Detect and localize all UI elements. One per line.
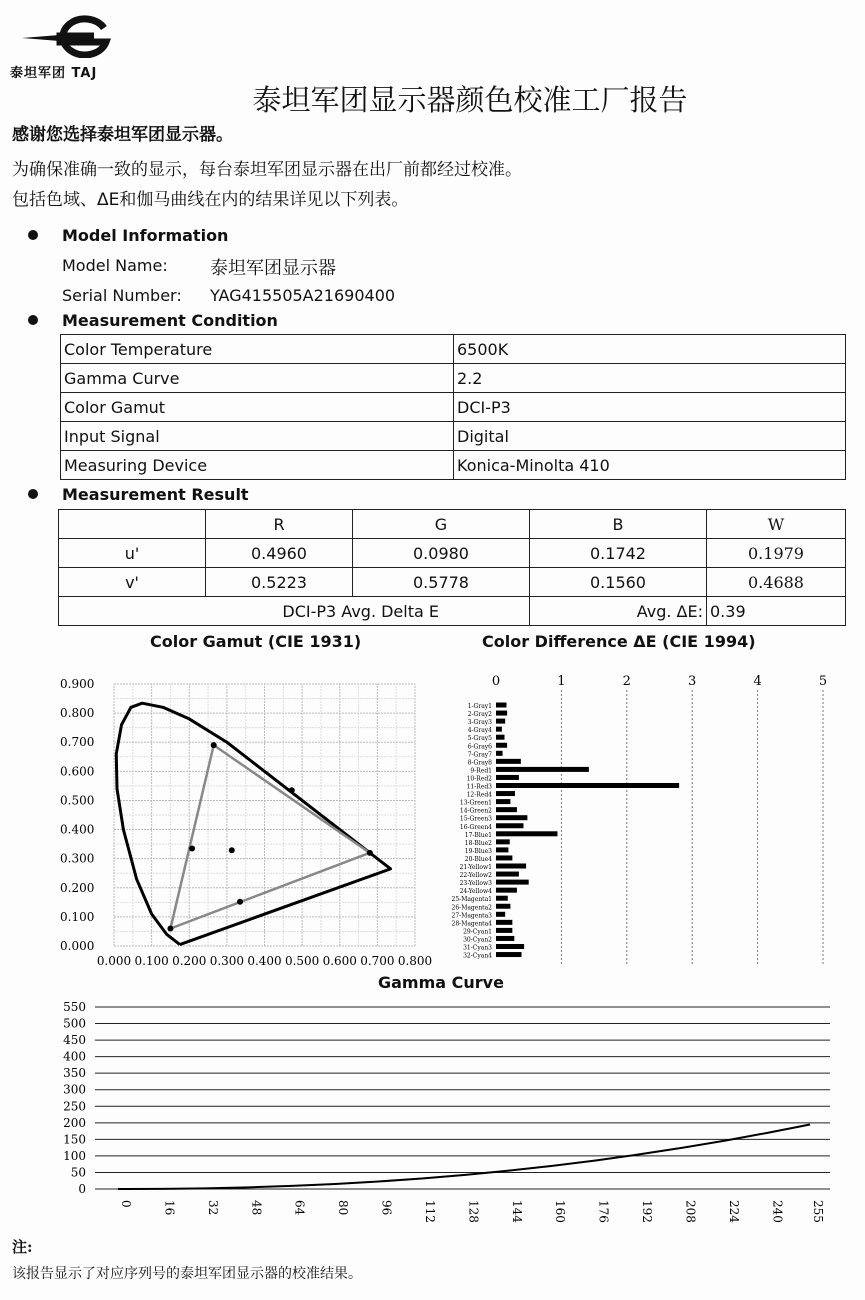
cell: 0.1742 xyxy=(530,539,707,568)
de-bar xyxy=(496,920,512,925)
x-tick-label: 0 xyxy=(491,674,501,689)
x-tick-label: 192 xyxy=(640,1200,655,1223)
x-tick-label: 16 xyxy=(162,1200,177,1216)
brand-name: 泰坦军团 TAJ xyxy=(10,66,98,81)
de-bar xyxy=(496,896,508,901)
category-label: 6-Gray6 xyxy=(467,743,492,751)
x-tick-label: 0.500 xyxy=(284,954,320,968)
category-label: 27-Magenta3 xyxy=(451,912,492,920)
intro-line-1: 为确保准确一致的显示，每台泰坦军团显示器在出厂前都经过校准。 xyxy=(12,160,522,180)
category-label: 22-Yellow2 xyxy=(459,872,492,880)
de-bar xyxy=(496,743,507,748)
x-tick-label: 32 xyxy=(205,1200,220,1216)
model-name-label: Model Name: xyxy=(62,256,168,275)
x-tick-label: 4 xyxy=(753,674,762,689)
model-name-value: 泰坦军团显示器 xyxy=(210,258,336,279)
category-label: 20-Blue4 xyxy=(464,855,492,863)
x-tick-label: 255 xyxy=(811,1200,825,1223)
x-tick-label: 80 xyxy=(336,1200,351,1216)
cell: 0.1560 xyxy=(530,568,707,597)
y-tick-label: 200 xyxy=(63,1115,86,1130)
y-tick-label: 0.100 xyxy=(60,909,95,924)
cell-value: Konica-Minolta 410 xyxy=(454,451,846,480)
category-label: 23-Yellow3 xyxy=(459,880,492,888)
de-bar xyxy=(496,735,505,740)
category-label: 7-Gray7 xyxy=(467,751,492,759)
de-bar xyxy=(496,839,510,844)
category-label: 9-Red1 xyxy=(470,767,492,775)
cell: v' xyxy=(59,568,206,597)
de-bar xyxy=(496,711,507,716)
category-label: 16-Green4 xyxy=(459,823,492,831)
y-tick-label: 0.800 xyxy=(60,706,95,721)
de-bar xyxy=(496,719,505,724)
de-bar xyxy=(496,944,524,949)
de-bar xyxy=(496,799,510,804)
de-bar xyxy=(496,791,515,796)
condition-heading: Measurement Condition xyxy=(62,311,278,330)
de-bar xyxy=(496,912,505,917)
cell-label: Input Signal xyxy=(61,422,454,451)
x-tick-label: 0 xyxy=(119,1200,133,1208)
gamut-point xyxy=(189,845,195,851)
de-bar xyxy=(496,759,521,764)
de-bar xyxy=(496,847,508,852)
y-tick-label: 0.200 xyxy=(60,880,95,895)
gamut-point xyxy=(367,850,373,856)
x-tick-label: 48 xyxy=(249,1200,264,1216)
x-tick-label: 5 xyxy=(818,674,828,689)
x-tick-label: 176 xyxy=(596,1200,611,1223)
cell-value: Digital xyxy=(454,422,846,451)
gamut-point xyxy=(237,899,243,905)
cell: 0.5223 xyxy=(206,568,353,597)
gamut-point xyxy=(211,742,217,748)
header-cell: W xyxy=(707,510,846,539)
note-heading: 注: xyxy=(12,1238,33,1256)
category-label: 17-Blue1 xyxy=(464,831,492,839)
category-label: 11-Red3 xyxy=(466,783,492,791)
y-tick-label: 0.600 xyxy=(60,764,95,779)
y-tick-label: 550 xyxy=(63,1000,86,1014)
y-tick-label: 150 xyxy=(63,1132,86,1147)
category-label: 13-Green1 xyxy=(459,799,492,807)
y-tick-label: 250 xyxy=(63,1099,86,1114)
y-tick-label: 500 xyxy=(63,1016,86,1031)
gamma-chart-title: Gamma Curve xyxy=(378,973,504,992)
cell: 0.5778 xyxy=(353,568,530,597)
de-bar xyxy=(496,864,526,869)
y-tick-label: 350 xyxy=(63,1066,86,1081)
de-bar xyxy=(496,880,529,885)
de-bar xyxy=(496,703,506,708)
y-tick-label: 450 xyxy=(63,1033,86,1048)
de-bar xyxy=(496,936,514,941)
category-label: 31-Cyan3 xyxy=(463,944,492,952)
de-bar xyxy=(496,751,503,756)
y-tick-label: 0 xyxy=(78,1182,86,1196)
category-label: 5-Gray5 xyxy=(467,735,492,743)
de-bar xyxy=(496,872,519,877)
gamut-point xyxy=(229,847,235,853)
category-label: 29-Cyan1 xyxy=(463,928,492,936)
avg-label: DCI-P3 Avg. Delta E xyxy=(59,597,530,626)
x-tick-label: 0.400 xyxy=(247,954,282,968)
header-cell: B xyxy=(530,510,707,539)
y-tick-label: 0.900 xyxy=(60,677,95,691)
x-tick-label: 0.600 xyxy=(322,954,357,968)
de-bar xyxy=(496,807,517,812)
x-tick-label: 0.200 xyxy=(172,954,207,968)
de-bar xyxy=(496,888,517,893)
x-tick-label: 0.000 xyxy=(96,954,132,968)
y-tick-label: 50 xyxy=(70,1165,86,1180)
serial-value: YAG415505A21690400 xyxy=(210,286,396,305)
x-tick-label: 0.100 xyxy=(134,954,169,968)
category-label: 4-Gray4 xyxy=(467,727,492,735)
de-bar xyxy=(496,815,527,820)
category-label: 24-Yellow4 xyxy=(459,888,492,896)
y-tick-label: 400 xyxy=(63,1049,86,1064)
avg-de-value: 0.39 xyxy=(707,597,846,626)
model-heading: Model Information xyxy=(62,226,229,245)
cell-value: 6500K xyxy=(454,335,846,364)
de-bar xyxy=(496,904,510,909)
x-tick-label: 64 xyxy=(292,1200,307,1216)
category-label: 2-Gray2 xyxy=(467,711,492,719)
category-label: 32-Cyan4 xyxy=(463,952,492,960)
cell: u' xyxy=(59,539,206,568)
gamut-point xyxy=(289,787,295,793)
x-tick-label: 3 xyxy=(688,674,697,689)
x-tick-label: 0.800 xyxy=(397,954,433,968)
thanks-text: 感谢您选择泰坦军团显示器。 xyxy=(12,125,233,145)
x-tick-label: 96 xyxy=(379,1200,394,1216)
header-cell: R xyxy=(206,510,353,539)
avg-de-label: Avg. ΔE: xyxy=(530,597,707,626)
cell-label: Color Gamut xyxy=(61,393,454,422)
x-tick-label: 0.700 xyxy=(360,954,395,968)
x-tick-label: 1 xyxy=(557,674,566,689)
y-tick-label: 0.000 xyxy=(60,939,95,953)
x-tick-label: 112 xyxy=(422,1200,437,1223)
header-cell: G xyxy=(353,510,530,539)
result-heading: Measurement Result xyxy=(62,485,249,504)
y-tick-label: 0.700 xyxy=(60,735,95,750)
cell: 0.1979 xyxy=(707,539,846,568)
y-tick-label: 0.300 xyxy=(60,851,95,866)
gamut-chart-title: Color Gamut (CIE 1931) xyxy=(150,632,362,651)
category-label: 30-Cyan2 xyxy=(463,936,492,944)
category-label: 8-Gray8 xyxy=(467,759,492,767)
de-bar xyxy=(496,775,519,780)
cell-label: Color Temperature xyxy=(61,335,454,364)
y-tick-label: 100 xyxy=(63,1148,86,1163)
intro-line-2: 包括色域、ΔE和伽马曲线在内的结果详见以下列表。 xyxy=(12,190,409,210)
x-tick-label: 2 xyxy=(622,674,631,689)
page-title: 泰坦军团显示器颜色校准工厂报告 xyxy=(252,83,688,117)
y-tick-label: 300 xyxy=(63,1082,86,1097)
x-tick-label: 0.300 xyxy=(209,954,245,968)
category-label: 15-Green3 xyxy=(459,815,492,823)
x-tick-label: 224 xyxy=(726,1200,741,1223)
serial-label: Serial Number: xyxy=(62,286,182,305)
de-bar xyxy=(496,855,512,860)
x-tick-label: 144 xyxy=(509,1200,524,1223)
cell: 0.0980 xyxy=(353,539,530,568)
de-bar xyxy=(496,928,512,933)
category-label: 1-Gray1 xyxy=(467,703,492,710)
cell: 0.4688 xyxy=(707,568,846,597)
category-label: 14-Green2 xyxy=(459,807,492,815)
cell-value: 2.2 xyxy=(454,364,846,393)
category-label: 3-Gray3 xyxy=(467,719,492,727)
y-tick-label: 0.500 xyxy=(60,793,95,808)
cell-label: Gamma Curve xyxy=(61,364,454,393)
de-chart-title: Color Difference ΔE (CIE 1994) xyxy=(482,632,756,651)
category-label: 26-Magenta2 xyxy=(451,904,492,912)
category-label: 10-Red2 xyxy=(466,775,492,783)
cell: 0.4960 xyxy=(206,539,353,568)
spectral-locus xyxy=(116,703,390,944)
gamma-curve xyxy=(118,1124,810,1189)
category-label: 18-Blue2 xyxy=(464,839,492,847)
category-label: 25-Magenta1 xyxy=(451,896,492,904)
gamut-point xyxy=(167,926,173,932)
x-tick-label: 160 xyxy=(553,1200,568,1223)
category-label: 12-Red4 xyxy=(466,791,492,799)
cell-label: Measuring Device xyxy=(61,451,454,480)
de-bar xyxy=(496,823,523,828)
note-text: 该报告显示了对应序列号的泰坦军团显示器的校准结果。 xyxy=(12,1266,362,1282)
de-bar xyxy=(496,767,589,772)
x-tick-label: 128 xyxy=(466,1200,481,1223)
y-tick-label: 0.400 xyxy=(60,822,95,837)
x-tick-label: 208 xyxy=(683,1200,698,1223)
de-bar xyxy=(496,783,679,788)
de-bar xyxy=(496,831,557,836)
de-bar xyxy=(496,727,502,732)
category-label: 28-Magenta4 xyxy=(451,920,492,928)
category-label: 19-Blue3 xyxy=(464,847,492,855)
cell-value: DCI-P3 xyxy=(454,393,846,422)
de-bar xyxy=(496,952,522,957)
x-tick-label: 240 xyxy=(770,1200,785,1223)
category-label: 21-Yellow1 xyxy=(459,864,492,871)
